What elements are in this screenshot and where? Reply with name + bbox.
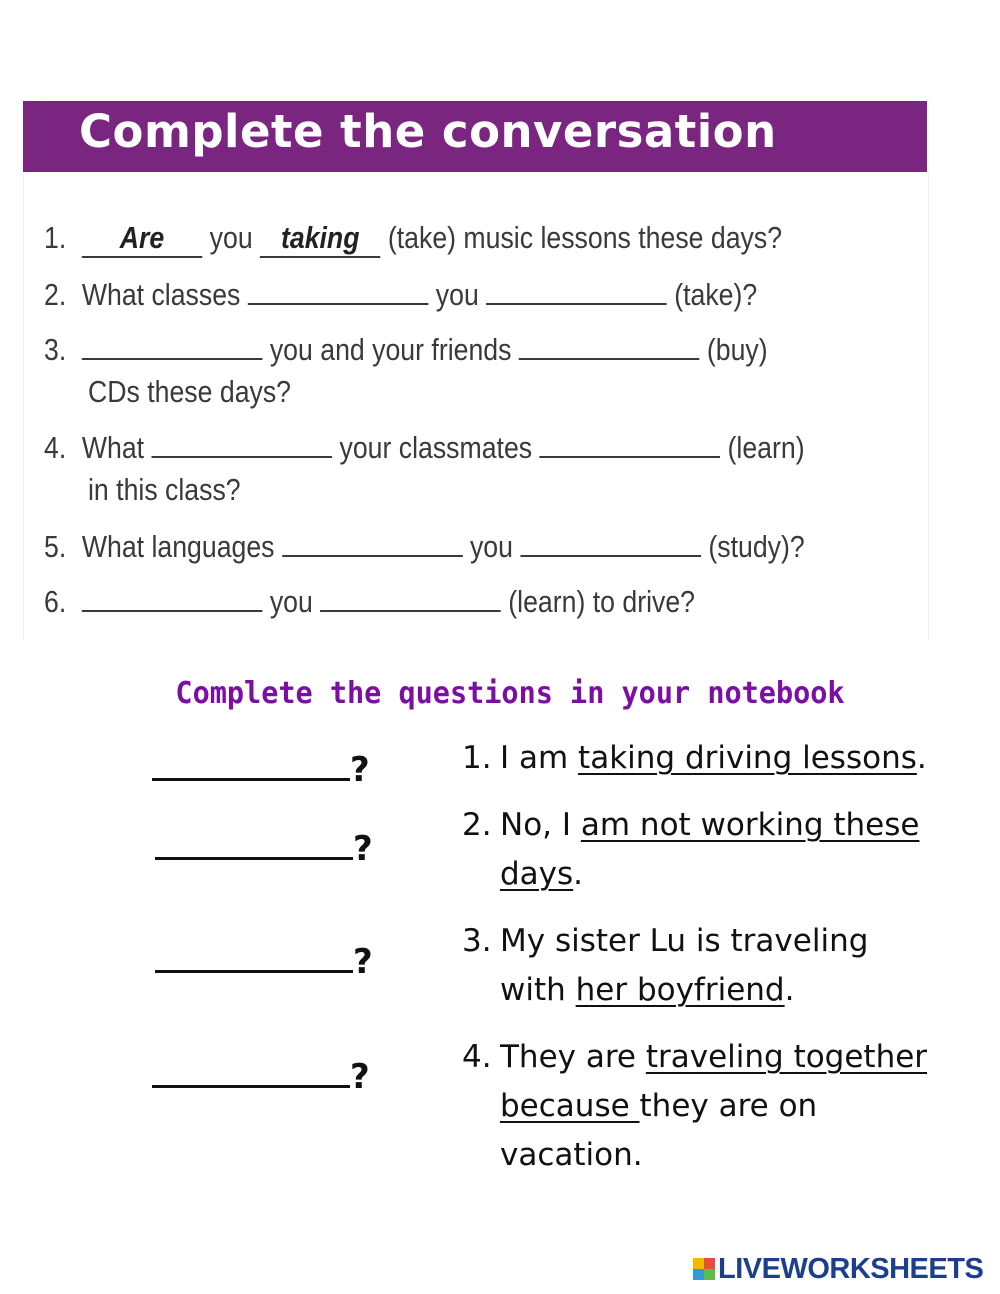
answer-blank[interactable] <box>82 582 263 612</box>
answer-number: 1. <box>462 740 492 776</box>
question-input-1[interactable] <box>152 748 370 790</box>
question-text: you <box>469 529 513 564</box>
question-text: you <box>209 220 253 255</box>
answer-blank[interactable] <box>520 527 701 557</box>
answer-number: 3. <box>462 923 492 959</box>
answer-underlined: her boyfriend <box>575 972 785 1008</box>
question-mark: ? <box>350 750 370 790</box>
answer-text: My sister Lu is traveling <box>500 923 869 959</box>
question-number: 1. <box>44 220 67 255</box>
answer-blank[interactable] <box>519 330 700 360</box>
answer-text: vacation. <box>500 1137 643 1173</box>
logo-text: LIVEWORKSHEETS <box>718 1252 984 1285</box>
answer-line[interactable] <box>152 1055 350 1088</box>
answer-text-plain: . <box>573 856 584 892</box>
answer-number: 2. <box>462 807 492 843</box>
question-number: 5. <box>44 529 67 564</box>
question-text: What classes <box>81 277 241 312</box>
answer-underlined: traveling together <box>645 1039 928 1075</box>
question-number: 4. <box>44 430 67 465</box>
answer-underlined: days <box>500 856 574 892</box>
question-text: you <box>435 277 479 312</box>
answer-line[interactable] <box>155 940 353 973</box>
answer-text-plain: I am <box>500 740 579 776</box>
question-2 <box>44 275 757 313</box>
question-text: What languages <box>81 529 275 564</box>
answer-line[interactable] <box>152 748 350 781</box>
question-input-2[interactable] <box>155 827 373 869</box>
answer-underlined: am not working these <box>580 807 920 843</box>
question-text: What <box>81 430 145 465</box>
question-number: 6. <box>44 584 67 619</box>
question-text: your classmates <box>339 430 533 465</box>
answer-text-plain: with <box>500 972 576 1008</box>
answer-blank[interactable] <box>82 330 263 360</box>
question-mark: ? <box>353 829 373 869</box>
title-banner <box>23 101 927 172</box>
question-number: 2. <box>44 277 67 312</box>
answer-text-plain: . <box>916 740 927 776</box>
answer-text <box>500 1033 927 1082</box>
answer-field[interactable]: taking <box>260 220 380 258</box>
answer-blank[interactable] <box>540 428 721 458</box>
answer-text <box>500 734 927 783</box>
question-5 <box>44 527 805 565</box>
logo-mark-icon <box>693 1258 715 1280</box>
exercise-panel <box>23 172 929 640</box>
question-4-continued: in this class? <box>88 472 241 507</box>
liveworksheets-logo <box>693 1253 983 1285</box>
answer-text <box>500 850 583 899</box>
answer-text-plain: they are on <box>639 1088 818 1124</box>
question-input-3[interactable] <box>155 940 373 982</box>
question-text: (take)? <box>674 277 758 312</box>
question-3 <box>44 330 768 368</box>
section-title: Complete the questions in your notebook <box>175 676 845 711</box>
answer-blank[interactable] <box>248 275 429 305</box>
answer-blank[interactable] <box>151 428 332 458</box>
answer-field[interactable]: Are <box>82 220 202 258</box>
answer-text-plain: They are <box>500 1039 646 1075</box>
question-1 <box>44 220 782 258</box>
answer-number: 4. <box>462 1039 492 1075</box>
question-text: (learn) <box>727 430 805 465</box>
question-mark: ? <box>350 1057 370 1097</box>
question-text: (take) music lessons these days? <box>387 220 783 255</box>
answer-underlined: taking driving lessons <box>578 740 917 776</box>
question-number: 3. <box>44 332 67 367</box>
question-input-4[interactable] <box>152 1055 370 1097</box>
answer-text <box>500 1082 817 1131</box>
answer-text-plain: No, I <box>500 807 581 843</box>
question-text: (study)? <box>708 529 805 564</box>
question-3-continued: CDs these days? <box>88 374 292 409</box>
question-text: (learn) to drive? <box>508 584 695 619</box>
question-text: you and your friends <box>269 332 512 367</box>
page-title: Complete the conversation <box>79 105 777 158</box>
answer-line[interactable] <box>155 827 353 860</box>
answer-blank[interactable] <box>486 275 667 305</box>
question-text: (buy) <box>706 332 768 367</box>
answer-text <box>500 966 794 1015</box>
question-4 <box>44 428 805 466</box>
answer-blank[interactable] <box>320 582 501 612</box>
question-6 <box>44 582 695 620</box>
answer-text <box>500 801 919 850</box>
question-text: you <box>269 584 313 619</box>
answer-underlined: because <box>500 1088 640 1124</box>
answer-blank[interactable] <box>282 527 463 557</box>
answer-text-plain: . <box>784 972 795 1008</box>
question-mark: ? <box>353 942 373 982</box>
